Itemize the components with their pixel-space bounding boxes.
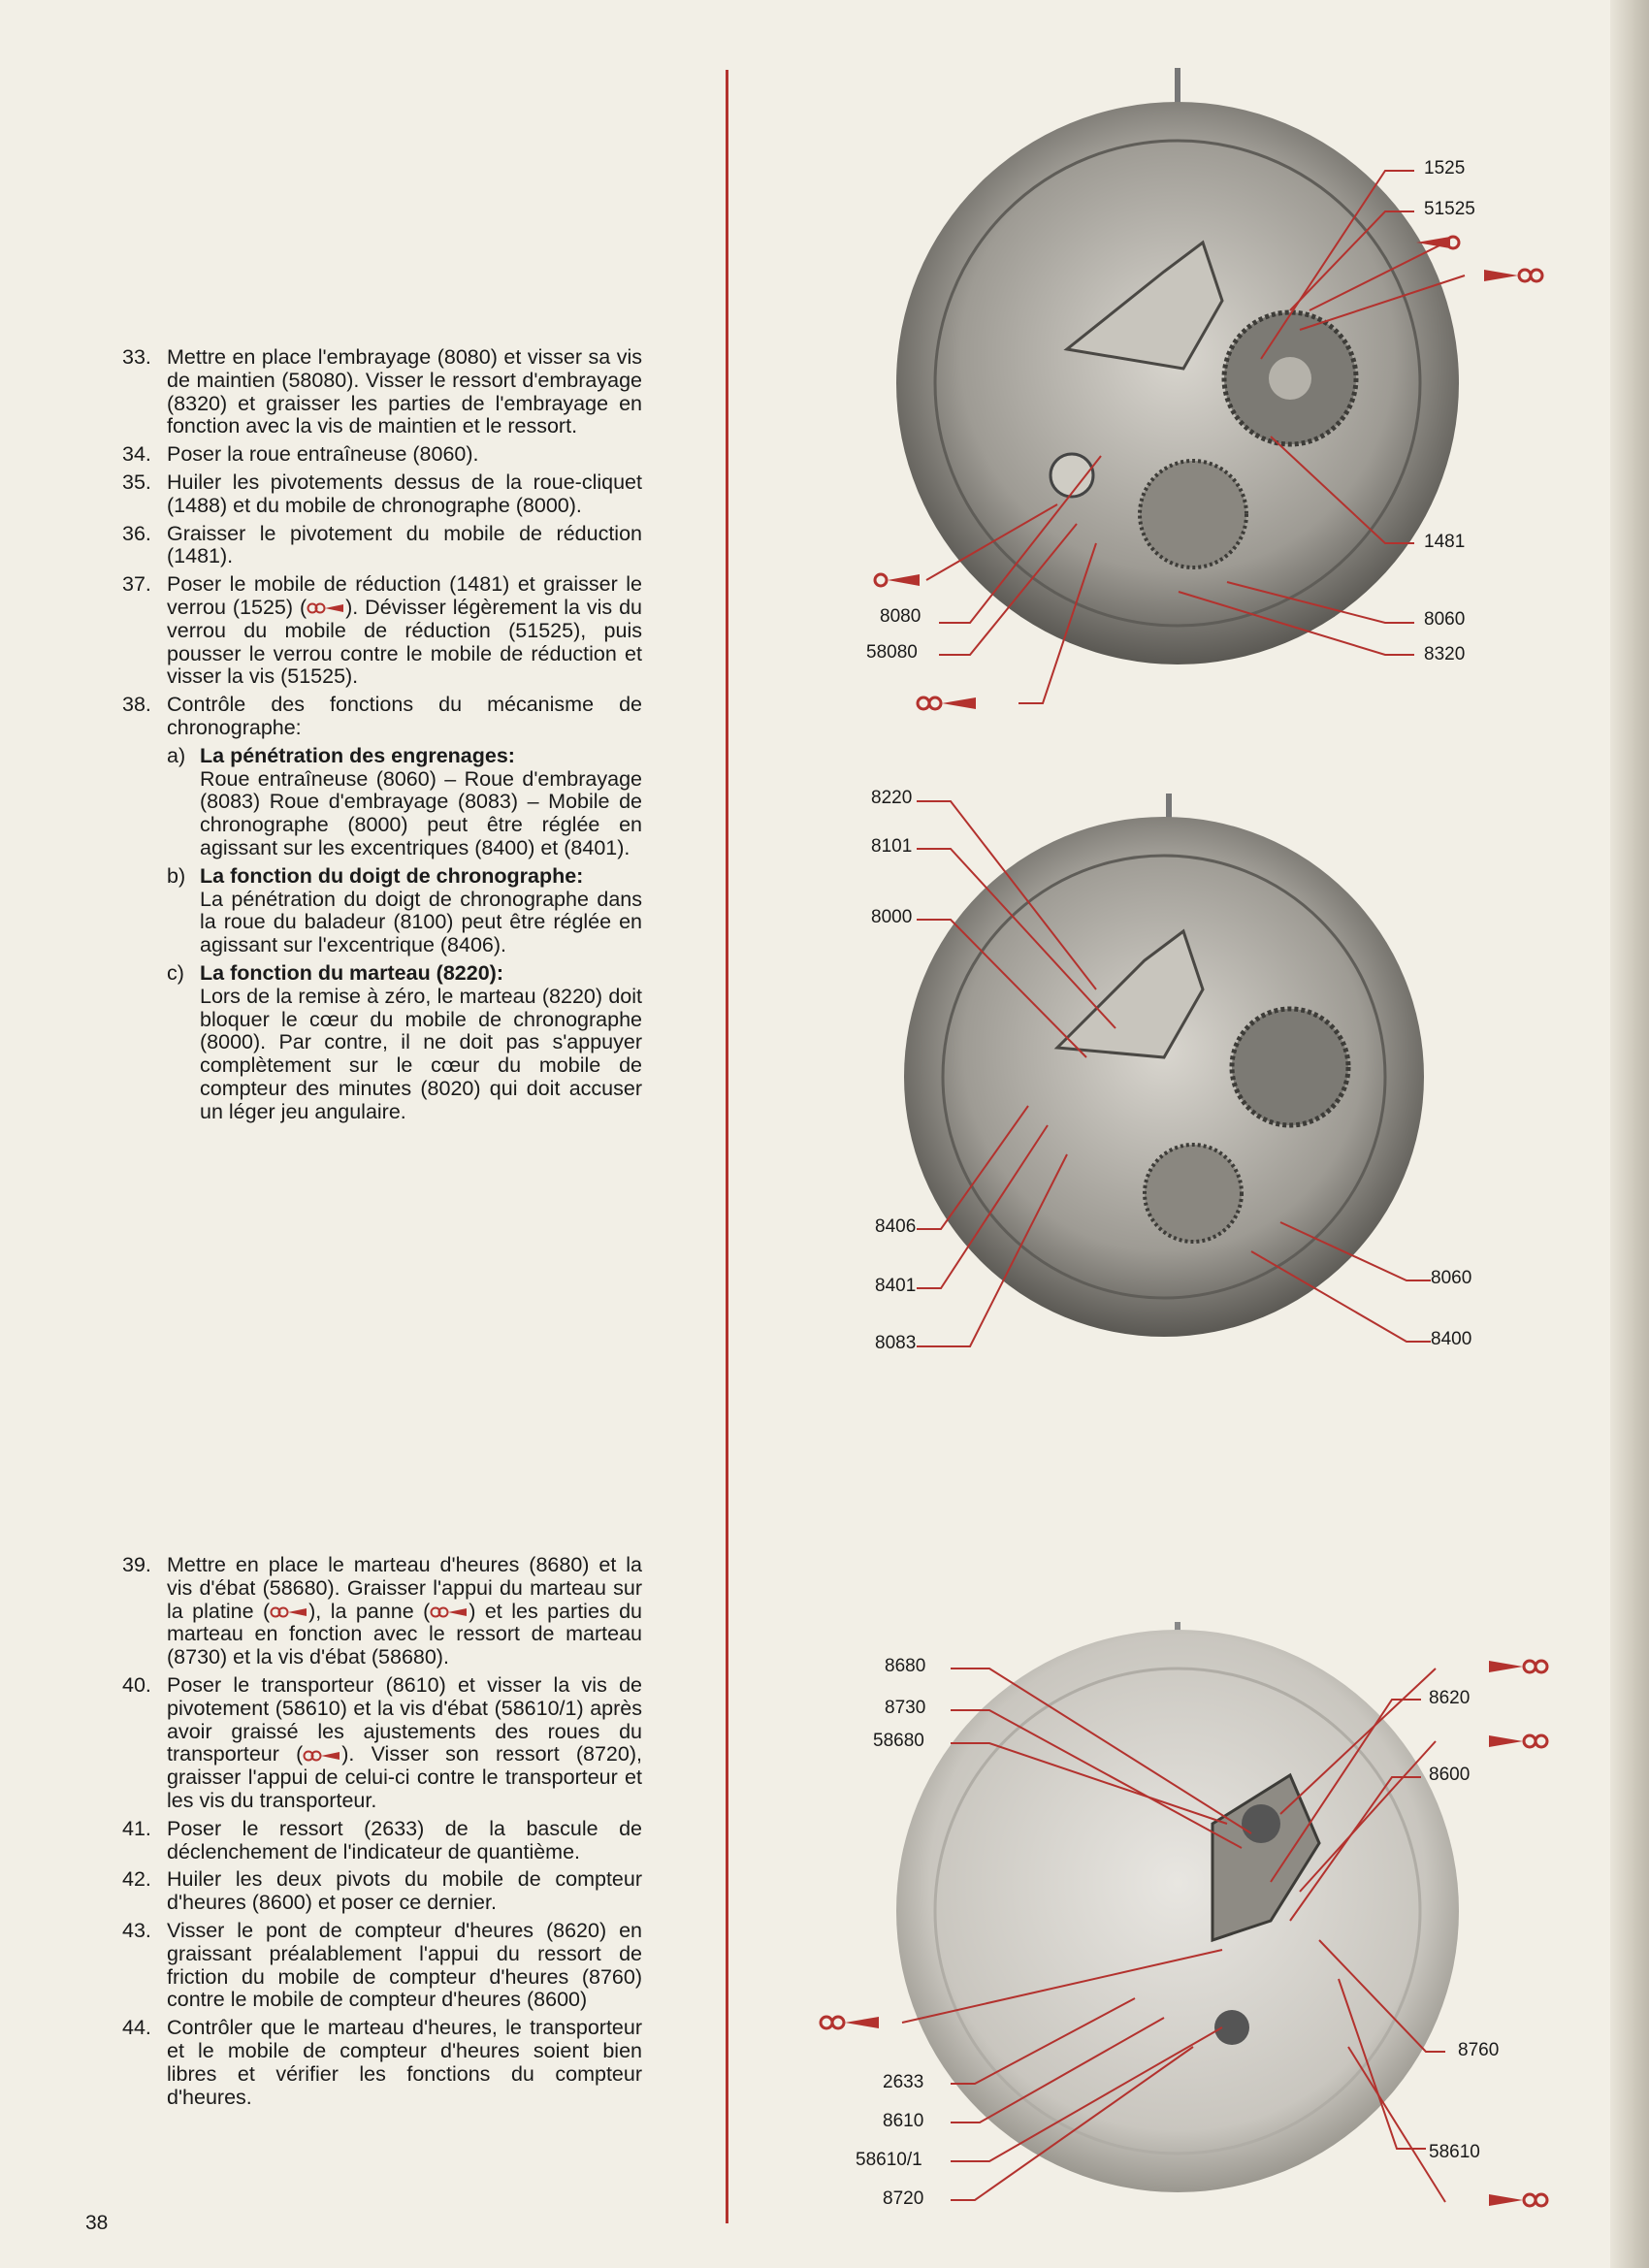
step-42: 42. Huiler les deux pivots du mobile de compteur d'heures (8600) et poser ce dernier. bbox=[122, 1867, 642, 1915]
label-58080: 58080 bbox=[866, 642, 918, 663]
label-58680: 58680 bbox=[873, 1731, 924, 1751]
step-40: 40. Poser le transporteur (8610) et visser la vis de pivotement (58610) et la vis d'ébat (58610/1) après avoir graissé les ajustements des roues du transporteur ( ). Visser son ressort (8720), graisser l'appui de celui-ci contre le transporteur et les vis du transporteur. bbox=[122, 1672, 642, 1812]
step-38: 38. Contrôle des fonctions du mécanisme de chronographe: bbox=[122, 693, 642, 739]
page-number: 38 bbox=[85, 2212, 109, 2234]
step-38-c: c) La fonction du marteau (8220): Lors de la remise à zéro, le marteau (8220) doit bloquer le cœur du mobile de chronographe (8000). Par contre, il ne doit pas s'appuyer complètement sur le cœur du mobile de compteur des minutes (8020) qui doit accuser un léger jeu angulaire. bbox=[167, 960, 642, 1123]
step-36: 36. Graisser le pivotement du mobile de réduction (1481). bbox=[122, 521, 642, 568]
label-8083: 8083 bbox=[875, 1333, 917, 1353]
step-44: 44. Contrôler que le marteau d'heures, le transporteur et le mobile de compteur d'heures soient bien libres et vérifier les fonctions du compteur d'heures. bbox=[122, 2016, 642, 2109]
label-8101: 8101 bbox=[871, 836, 913, 857]
label-2633: 2633 bbox=[883, 2072, 924, 2092]
label-8406: 8406 bbox=[875, 1216, 917, 1237]
label-8760: 8760 bbox=[1458, 2040, 1500, 2060]
label-8401: 8401 bbox=[875, 1276, 917, 1296]
label-8080: 8080 bbox=[880, 606, 922, 627]
step-38-a: a) La pénétration des engrenages: Roue entraîneuse (8060) – Roue d'embrayage (8083) Roue d'embrayage (8083) – Mobile de chronographe (8000) peut être réglée en agissant sur les excentriques (8400) et (8401). bbox=[167, 743, 642, 859]
label-8220: 8220 bbox=[871, 788, 913, 808]
label-1481: 1481 bbox=[1424, 532, 1466, 552]
step-38-b: b) La fonction du doigt de chronographe: La pénétration du doigt de chronographe dans la roue du baladeur (8100) peut être réglée en agissant sur l'excentrique (8406). bbox=[167, 863, 642, 957]
label-58610-1: 58610/1 bbox=[856, 2150, 922, 2170]
step-43: 43. Visser le pont de compteur d'heures (8620) en graissant préalablement l'appui du ressort de friction du mobile de compteur d'heures (8760) contre le mobile de compteur d'heures (8600) bbox=[122, 1918, 642, 2012]
label-8620: 8620 bbox=[1429, 1688, 1471, 1708]
movement-figure-1 bbox=[896, 68, 1459, 664]
label-8060-fig2: 8060 bbox=[1431, 1268, 1472, 1288]
label-8060: 8060 bbox=[1424, 609, 1466, 630]
label-51525: 51525 bbox=[1424, 199, 1475, 219]
label-8680: 8680 bbox=[885, 1656, 926, 1676]
label-8400: 8400 bbox=[1431, 1329, 1472, 1349]
step-41: 41. Poser le ressort (2633) de la bascule de déclenchement de l'indicateur de quantième. bbox=[122, 1816, 642, 1863]
step-33: 33. Mettre en place l'embrayage (8080) et visser sa vis de maintien (58080). Visser le ressort d'embrayage (8320) et graisser les parties de l'embrayage en fonction avec la vis de maintien et le ressort. bbox=[122, 345, 642, 438]
label-58610: 58610 bbox=[1429, 2142, 1480, 2162]
step-34: 34. Poser la roue entraîneuse (8060). bbox=[122, 442, 479, 467]
movement-figure-3 bbox=[896, 1622, 1459, 2192]
label-8600: 8600 bbox=[1429, 1765, 1471, 1785]
label-8610: 8610 bbox=[883, 2111, 924, 2131]
label-8320: 8320 bbox=[1424, 644, 1466, 664]
label-1525: 1525 bbox=[1424, 158, 1466, 178]
step-39: 39. Mettre en place le marteau d'heures (8680) et la vis d'ébat (58680). Graisser l'appui du marteau sur la platine ( ), la panne ( ) et les parties du marteau en fonction avec le ressort de marteau (8730) et la vis d'ébat (58680). bbox=[122, 1553, 643, 1669]
label-8730: 8730 bbox=[885, 1698, 926, 1718]
label-8720: 8720 bbox=[883, 2188, 924, 2209]
label-8000: 8000 bbox=[871, 907, 913, 927]
movement-figure-2 bbox=[904, 794, 1424, 1337]
step-35: 35. Huiler les pivotements dessus de la roue-cliquet (1488) et du mobile de chronographe (8000). bbox=[122, 470, 642, 517]
step-37: 37. Poser le mobile de réduction (1481) et graisser le verrou (1525) ( ). Dévisser légèrement la vis du verrou du mobile de réduction (51525), puis pousser le verrou contre le mobile de réduction et visser la vis (51525). bbox=[122, 572, 642, 689]
